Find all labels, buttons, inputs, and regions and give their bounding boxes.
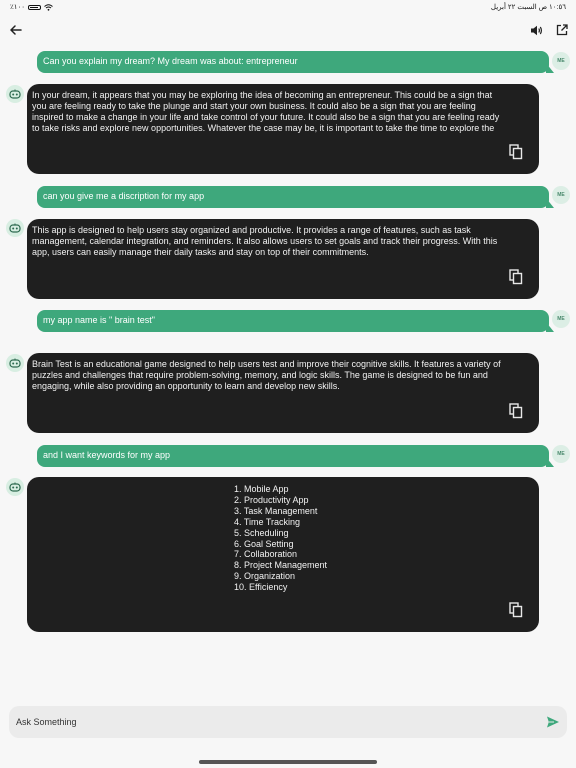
copy-icon[interactable] [509, 403, 523, 419]
copy-icon[interactable] [509, 602, 523, 618]
home-indicator [199, 760, 377, 764]
user-message: can you give me a discription for my app [37, 186, 549, 208]
bot-icon [9, 89, 21, 99]
keyword-item: 5. Scheduling [234, 527, 289, 538]
user-avatar: ME [552, 445, 570, 463]
user-message: and I want keywords for my app [37, 445, 549, 467]
battery-percent: ٪١٠٠ [10, 4, 26, 11]
bot-avatar [6, 354, 24, 372]
user-avatar: ME [552, 186, 570, 204]
bot-message [27, 353, 539, 433]
user-message: Can you explain my dream? My dream was about: entrepreneur [37, 51, 549, 73]
bot-avatar [6, 478, 24, 496]
bot-icon [9, 223, 21, 233]
keyword-item: 6. Goal Setting [234, 538, 294, 549]
bot-message [27, 477, 539, 632]
bot-message-text: In your dream, it appears that you may be exploring the idea of becoming an entrepreneur. This could be a sign that you are feeling ready to take the plunge and start your own business. It could also be a sign that you are feeling inspired to make a change in your life and take control of your future. It could also be a sign that you are feeling ready to take risks and explore new opportunities. Whatever the case may be, it is important to take the time to explore the [32, 90, 500, 133]
keyword-item: 1. Mobile App [234, 484, 289, 494]
bot-icon [9, 358, 21, 368]
bot-avatar [6, 85, 24, 103]
bot-icon [9, 482, 21, 492]
user-avatar: ME [552, 52, 570, 70]
user-message: my app name is " brain test" [37, 310, 549, 332]
bot-message-text: This app is designed to help users stay organized and productive. It provides a range of features, such as task management, calendar integration, and reminders. It also allows users to set goals and track their progress. With this app, users can easily manage their daily tasks and stay on top of their commitments. [32, 225, 498, 257]
bot-avatar [6, 219, 24, 237]
ask-input[interactable] [16, 715, 516, 729]
keyword-item: 4. Time Tracking [234, 516, 301, 527]
copy-icon[interactable] [509, 144, 523, 160]
send-icon[interactable] [546, 715, 560, 729]
keyword-item: 10. Efficiency [234, 582, 288, 593]
keyword-item: 8. Project Management [234, 560, 328, 571]
copy-icon[interactable] [509, 269, 523, 285]
keyword-list [234, 484, 327, 593]
message-composer [9, 706, 567, 738]
bot-message [27, 84, 539, 174]
keyword-item: 7. Collaboration [234, 549, 298, 560]
user-avatar: ME [552, 310, 570, 328]
bot-message [27, 219, 539, 299]
keyword-item: 3. Task Management [234, 505, 318, 516]
keyword-item: 2. Productivity App [234, 494, 309, 505]
keyword-item: 9. Organization [234, 571, 296, 582]
status-datetime: ١٠:٥٦ ص السبت ٢٢ أبريل [490, 4, 566, 11]
bot-message-text: Brain Test is an educational game designed to help users test and improve their cognitive skills. It features a variety of puzzles and challenges that require problem-solving, memory, and logic skills. The game is designed to be fun and engaging, while also providing an opportunity to learn and develop new skills. [32, 359, 501, 391]
